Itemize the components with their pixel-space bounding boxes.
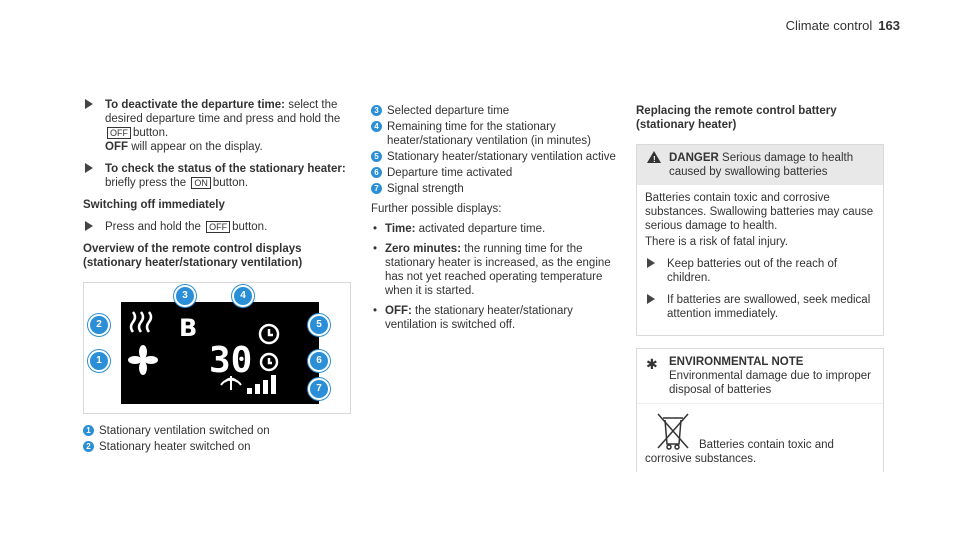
page-number: 163 [878,18,900,33]
list-item [371,242,616,298]
step-text: will appear on the display. [128,141,263,153]
list-item [371,166,616,180]
danger-label: DANGER [669,152,719,164]
list-item [83,424,348,438]
step-text: button. [232,221,268,233]
step-title: To check the status of the stationary heater: [105,163,346,175]
callout-6: 6 [308,350,330,372]
legend-text: Stationary ventilation switched on [99,425,270,437]
legend-number: 1 [83,425,94,436]
step-title: To deactivate the departure time: [105,99,285,111]
step-text: select the desired departure time and press and hold the [105,99,341,125]
list-item [371,150,616,164]
list-item [371,120,616,148]
step-arrow-icon [647,258,655,268]
section-heading: Replacing the remote control battery (stationary heater) [636,105,837,131]
display-letter: B [179,314,198,342]
env-text: Batteries contain toxic and corrosive substances. [645,439,834,465]
warning-icon: ! [647,151,661,163]
legend-text: Departure time activated [387,167,513,179]
step-text: Press and hold the [105,221,201,233]
alarm-clock-icon [261,354,277,370]
callout-7: 7 [308,378,330,400]
bullet-text: the stationary heater/stationary ventilation is switched off. [385,305,573,331]
bullet-term: Zero minutes: [385,243,462,255]
legend-number: 7 [371,183,382,194]
heat-waves-icon [131,312,151,332]
legend-list [371,104,616,196]
danger-text: Batteries contain toxic and corrosive substances. Swallowing batteries may cause serious damage to health. [645,192,874,232]
list-item [371,182,616,196]
step-arrow-icon [85,221,93,231]
overview-heading: Overview of the remote control displays (stationary heater/stationary ventilation) [83,243,303,269]
on-key-icon: ON [191,177,211,189]
leaf-icon: ✱ [646,356,658,372]
step-switch-off [83,220,348,234]
section-title: Climate control [785,18,873,33]
column-1 [83,98,348,456]
legend-text: Stationary heater/stationary ventilation active [387,151,616,163]
bullet-term: OFF: [385,305,412,317]
clock-icon [260,325,278,343]
danger-box [636,144,884,336]
callout-1: 1 [88,350,110,372]
danger-header [637,145,883,185]
danger-step [645,257,875,285]
legend-number: 6 [371,167,382,178]
legend-number: 4 [371,121,382,132]
subheading-switch-off: Switching off immediately [83,199,225,211]
legend-text: Remaining time for the stationary heater/stationary ventilation (in minutes) [387,121,591,147]
display-digits: 30 [209,340,253,381]
list-item [371,222,616,236]
callout-2: 2 [88,314,110,336]
bullet-text: the running time for the stationary heater is increased, as the engine has not yet reached operating temperature when it is started. [385,243,611,297]
step-text: button. [212,177,249,189]
display-graphic [121,302,319,404]
off-label: OFF [105,141,128,153]
step-arrow-icon [85,163,93,173]
step-text: If batteries are swallowed, seek medical attention immediately. [667,294,871,320]
step-arrow-icon [85,99,93,109]
environmental-body [637,404,883,472]
step-deactivate [83,98,348,154]
off-key-icon: OFF [107,127,131,139]
env-label: ENVIRONMENTAL NOTE [669,356,804,368]
environmental-header [637,349,883,404]
list-item [371,304,616,332]
fan-icon [128,345,158,375]
callout-3: 3 [174,285,196,307]
danger-step [645,293,875,321]
step-text: briefly press the [105,177,187,189]
danger-title: Serious damage to health caused by swallowing batteries [669,152,854,178]
bullet-term: Time: [385,223,416,235]
legend-number: 3 [371,105,382,116]
page-header [786,19,900,33]
step-check-status [83,162,348,190]
remote-display-figure [83,282,351,414]
danger-text: There is a risk of fatal injury. [645,236,788,248]
step-text: button. [133,127,169,139]
legend-text: Signal strength [387,183,464,195]
column-3 [636,98,884,484]
step-text: Keep batteries out of the reach of children. [667,258,838,284]
bullet-text: activated departure time. [415,223,546,235]
list-item [83,440,348,454]
legend-text: Stationary heater switched on [99,441,251,453]
env-title: Environmental damage due to improper disposal of batteries [669,370,872,396]
list-item [371,104,616,118]
legend-number: 2 [83,441,94,452]
danger-body [637,185,883,335]
legend-list [83,424,348,454]
callout-4: 4 [232,285,254,307]
off-key-icon: OFF [206,221,230,233]
legend-text: Selected departure time [387,105,510,117]
crossed-bin-icon [655,412,691,452]
remote-display [121,302,319,404]
further-displays-label: Further possible displays: [371,203,502,215]
legend-number: 5 [371,151,382,162]
step-arrow-icon [647,294,655,304]
column-2 [371,98,616,338]
environmental-box [636,348,884,472]
callout-5: 5 [308,314,330,336]
